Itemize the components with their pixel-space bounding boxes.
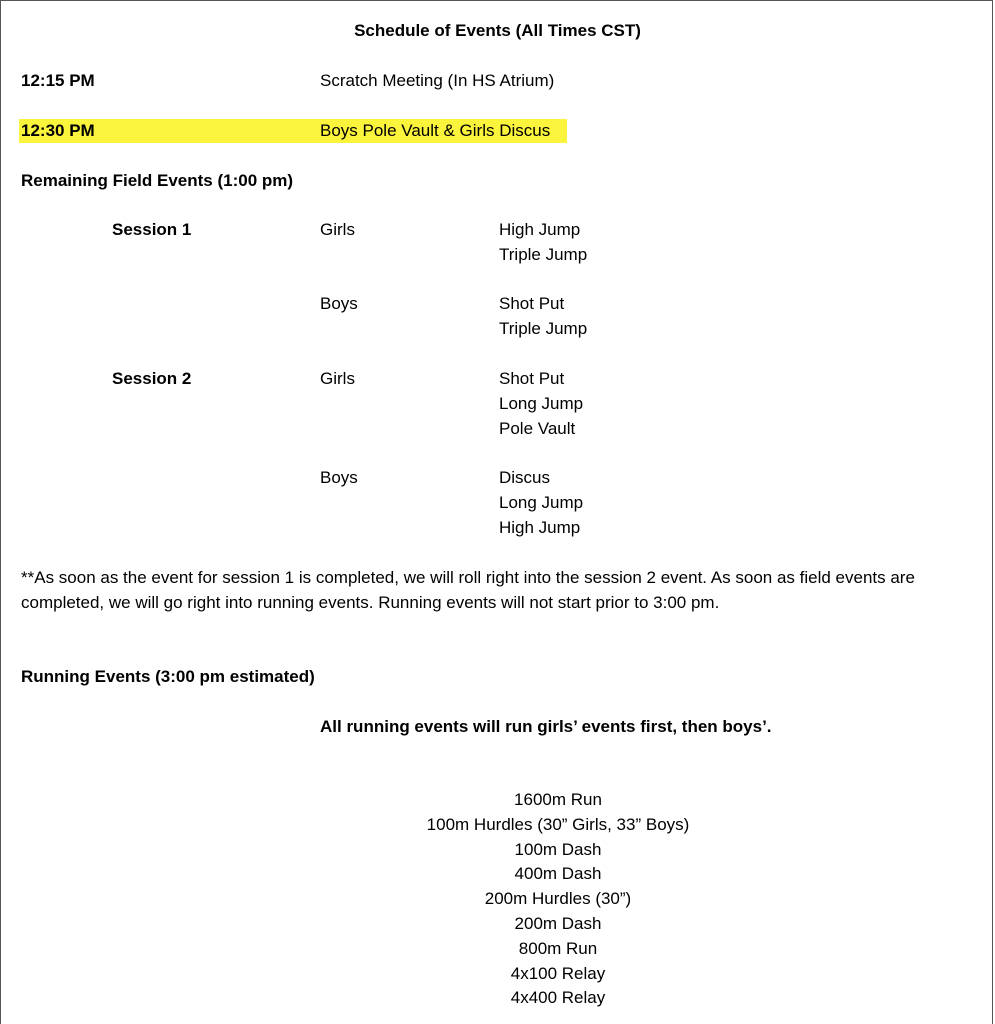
list-item: 1600m Run (514, 790, 602, 809)
list-item: 200m Dash (514, 913, 602, 933)
schedule-event-2: Boys Pole Vault & Girls Discus (320, 121, 551, 140)
event-item: Long Jump (499, 393, 584, 413)
field-events-note: **As soon as the event for session 1 is completed, we will roll right into the session 2 event. As soon as field events are completed, we will go right into running events. Running events will not start prior to 3:00 pm. (21, 568, 915, 612)
session-2-girls-label: Girls (320, 369, 355, 388)
field-events-heading: Remaining Field Events (1:00 pm) (21, 171, 294, 190)
event-item: Triple Jump (499, 244, 588, 264)
session-2-label: Session 2 (112, 369, 192, 388)
list-item: 400m Dash (514, 864, 602, 884)
event-item: Shot Put (499, 369, 565, 388)
list-item: 800m Run (518, 938, 598, 958)
event-item: Pole Vault (499, 418, 576, 438)
session-1-boys-events (499, 292, 587, 342)
event-item: Long Jump (499, 492, 584, 512)
session-1-boys-label: Boys (320, 294, 358, 313)
event-item: Shot Put (499, 294, 565, 313)
session-2-boys-label: Boys (320, 468, 358, 487)
session-2-girls-events (499, 367, 583, 441)
session-2-boys-events (499, 466, 583, 540)
list-item: 4x100 Relay (510, 963, 606, 983)
event-item: Discus (499, 468, 551, 487)
schedule-time-1: 12:15 PM (21, 71, 95, 90)
schedule-event-1: Scratch Meeting (In HS Atrium) (320, 71, 555, 90)
event-item: High Jump (499, 220, 581, 239)
schedule-time-2: 12:30 PM (21, 121, 95, 140)
list-item: 100m Dash (514, 839, 602, 859)
running-events-list (1, 788, 995, 1011)
running-events-subheading: All running events will run girls’ events first, then boys’. (320, 717, 772, 736)
session-1-girls-label: Girls (320, 220, 355, 239)
event-item: Triple Jump (499, 318, 588, 338)
running-events-heading: Running Events (3:00 pm estimated) (21, 667, 315, 686)
session-1-girls-events (499, 218, 587, 268)
list-item: 200m Hurdles (30”) (484, 889, 632, 909)
event-item: High Jump (499, 517, 581, 537)
page-title: Schedule of Events (All Times CST) (354, 21, 641, 40)
list-item: 4x400 Relay (510, 988, 606, 1008)
list-item: 100m Hurdles (30” Girls, 33” Boys) (426, 814, 690, 834)
session-1-label: Session 1 (112, 220, 192, 239)
